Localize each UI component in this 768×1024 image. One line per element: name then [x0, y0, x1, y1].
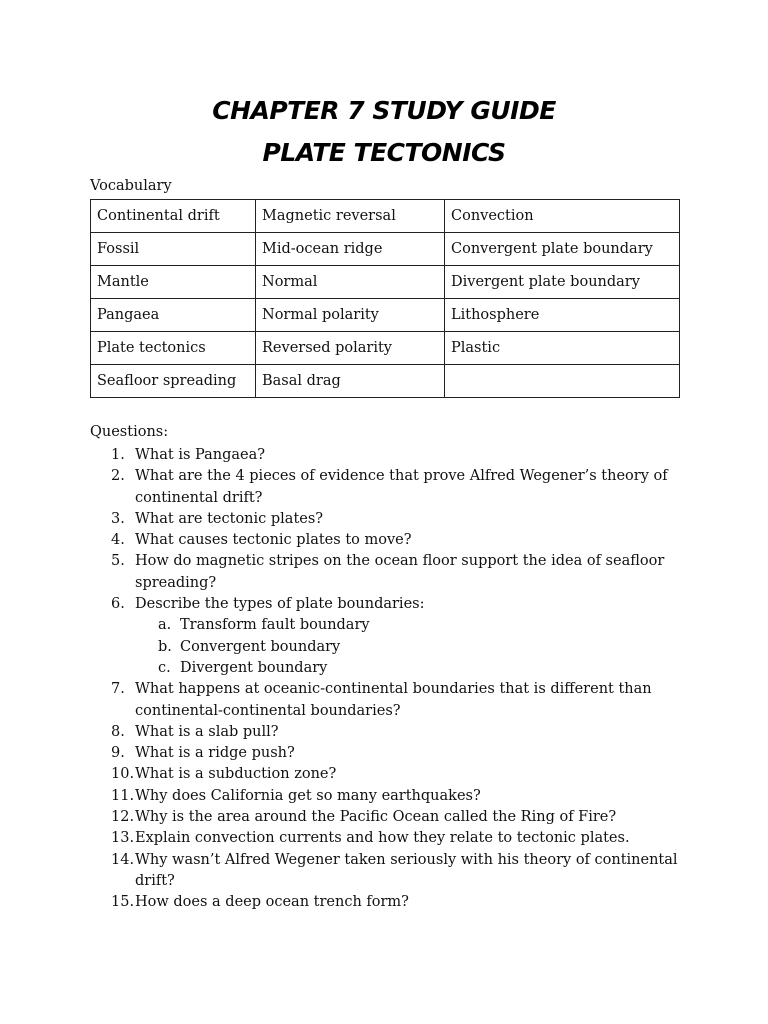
vocabulary-row — [91, 299, 680, 332]
sub-question-text: Transform fault boundary — [180, 617, 370, 634]
question-text: What are the 4 pieces of evidence that prove Alfred Wegener’s theory of continental drift? — [135, 468, 668, 506]
question-item — [90, 743, 690, 764]
questions-label: Questions: — [90, 424, 169, 440]
vocabulary-table — [90, 199, 680, 398]
vocabulary-term: Reversed polarity — [256, 332, 445, 365]
vocabulary-row — [91, 365, 680, 398]
question-item — [90, 850, 690, 893]
question-text: Explain convection currents and how they relate to tectonic plates. — [135, 830, 630, 847]
question-text: What are tectonic plates? — [135, 510, 324, 527]
vocabulary-row — [91, 200, 680, 233]
vocabulary-term: Plastic — [445, 332, 680, 365]
vocabulary-term: Normal — [256, 266, 445, 299]
question-item — [90, 530, 690, 551]
question-number: 7. — [111, 681, 125, 698]
question-number: 4. — [111, 532, 125, 549]
vocabulary-term: Seafloor spreading — [91, 365, 256, 398]
question-text: Describe the types of plate boundaries: — [135, 596, 425, 613]
question-number: 10. — [111, 766, 135, 783]
question-number: 2. — [111, 468, 125, 485]
question-item — [90, 466, 690, 509]
question-number: 1. — [111, 447, 125, 463]
vocabulary-term: Divergent plate boundary — [445, 266, 680, 299]
sub-question-text: Divergent boundary — [180, 659, 328, 676]
question-number: 9. — [111, 745, 125, 762]
vocabulary-term: Lithosphere — [445, 299, 680, 332]
question-number: 3. — [111, 510, 125, 527]
question-text: Why wasn’t Alfred Wegener taken seriously with his theory of continental drift? — [135, 851, 678, 889]
question-item — [90, 551, 690, 594]
sub-question-item — [90, 658, 690, 679]
vocabulary-term: Mantle — [91, 266, 256, 299]
question-text: What causes tectonic plates to move? — [135, 532, 412, 549]
vocabulary-term: Pangaea — [91, 299, 256, 332]
sub-question-item — [90, 615, 690, 636]
question-text: Why is the area around the Pacific Ocean called the Ring of Fire? — [135, 809, 617, 826]
sub-question-letter: c. — [158, 659, 171, 676]
question-item — [90, 892, 690, 913]
question-number: 13. — [111, 830, 135, 847]
question-item — [90, 764, 690, 785]
question-item — [90, 679, 690, 722]
sub-question-letter: b. — [158, 638, 172, 655]
vocabulary-term — [445, 365, 680, 398]
question-number: 6. — [111, 596, 125, 613]
question-item — [90, 445, 690, 466]
question-item — [90, 828, 690, 849]
question-text: Why does California get so many earthquakes? — [135, 787, 481, 804]
question-text: What is a slab pull? — [135, 723, 279, 740]
vocabulary-term: Fossil — [91, 233, 256, 266]
vocabulary-row — [91, 233, 680, 266]
question-number: 12. — [111, 809, 135, 826]
vocabulary-term: Plate tectonics — [91, 332, 256, 365]
question-number: 11. — [111, 787, 135, 804]
vocabulary-row — [91, 266, 680, 299]
vocabulary-term: Normal polarity — [256, 299, 445, 332]
sub-question-text: Convergent boundary — [180, 638, 341, 655]
question-text: What is Pangaea? — [135, 447, 266, 463]
vocabulary-term: Convergent plate boundary — [445, 233, 680, 266]
question-number: 15. — [111, 894, 135, 911]
question-text: What is a ridge push? — [135, 745, 295, 762]
question-text: What happens at oceanic-continental boundaries that is different than continental-continental boundaries? — [135, 681, 652, 719]
question-text: How do magnetic stripes on the ocean floor support the idea of seafloor spreading? — [135, 553, 665, 591]
vocabulary-term: Basal drag — [256, 365, 445, 398]
vocabulary-label: Vocabulary — [90, 178, 172, 194]
question-number: 8. — [111, 723, 125, 740]
questions-list — [90, 445, 690, 914]
vocabulary-term: Continental drift — [91, 200, 256, 233]
question-text: How does a deep ocean trench form? — [135, 894, 409, 911]
question-item — [90, 509, 690, 530]
question-number: 14. — [111, 851, 135, 868]
vocabulary-row — [91, 332, 680, 365]
sub-question-item — [90, 637, 690, 658]
question-item — [90, 722, 690, 743]
question-item — [90, 594, 690, 615]
vocabulary-term: Mid-ocean ridge — [256, 233, 445, 266]
page-subtitle: PLATE TECTONICS — [262, 138, 506, 167]
question-text: What is a subduction zone? — [135, 766, 337, 783]
question-item — [90, 786, 690, 807]
vocabulary-term: Magnetic reversal — [256, 200, 445, 233]
vocabulary-term: Convection — [445, 200, 680, 233]
page-title: CHAPTER 7 STUDY GUIDE — [212, 96, 556, 125]
sub-question-letter: a. — [158, 617, 172, 634]
question-item — [90, 807, 690, 828]
question-number: 5. — [111, 553, 125, 570]
